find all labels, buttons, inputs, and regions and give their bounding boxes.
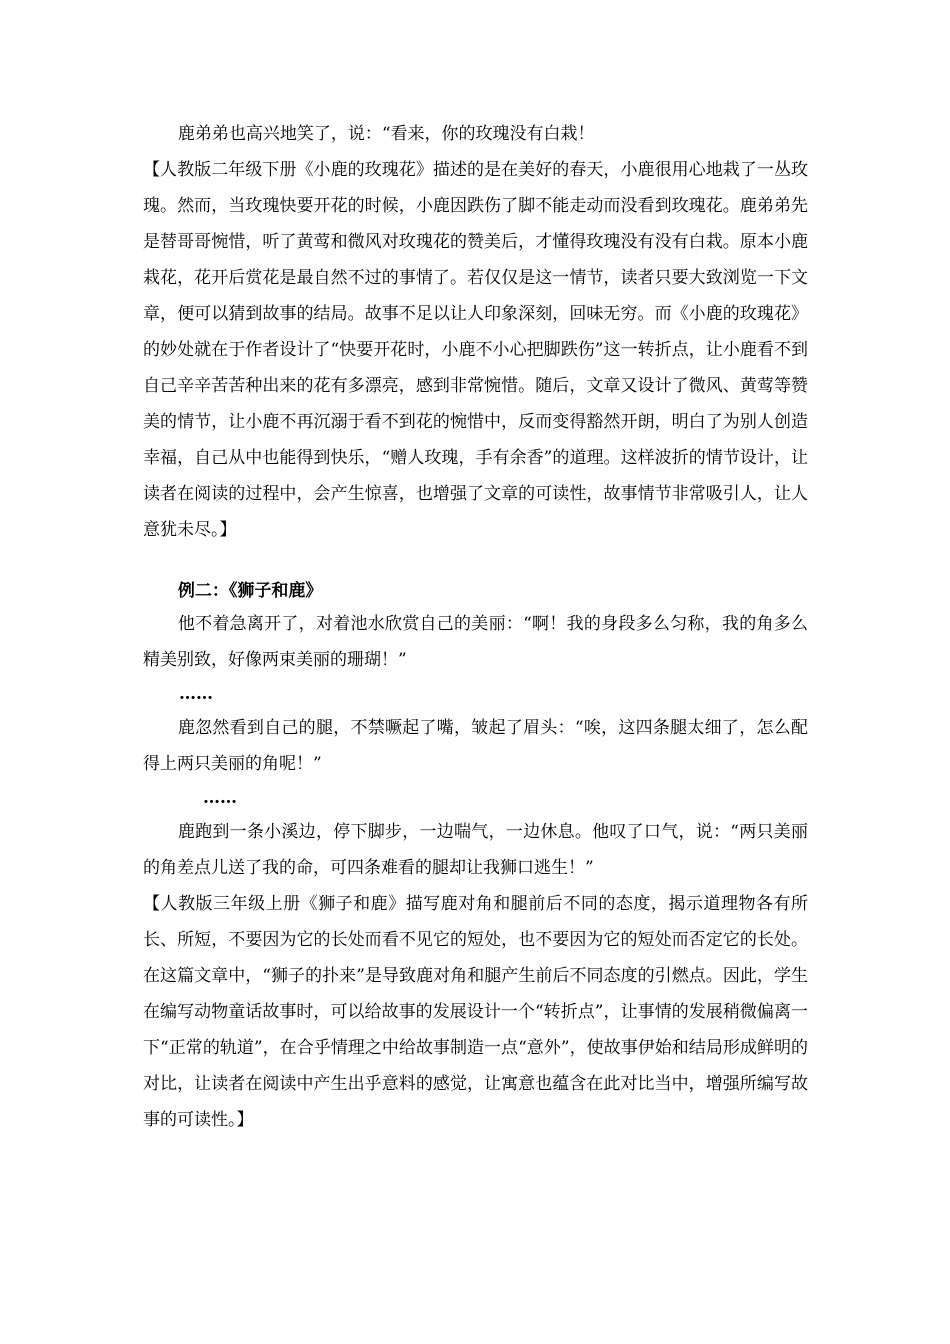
example2-paragraph-1: 他不着急离开了，对着池水欣赏自己的美丽：“啊！我的身段多么匀称，我的角多么精美别致，好像两束美丽的珊瑚！”	[143, 614, 808, 670]
example2-paragraph-2: 鹿忽然看到自己的腿，不禁噘起了嘴，皱起了眉头：“唉，这四条腿太细了，怎么配得上两只美丽的角呢！”	[143, 718, 808, 774]
example2-ellipsis-2: ……	[203, 788, 237, 808]
example2-commentary: 【人教版三年级上册《狮子和鹿》描写鹿对角和腿前后不同的态度，揭示道理物各有所长、所短，不要因为它的长处而看不见它的短处，也不要因为它的短处而否定它的长处。在这篇文章中，“狮子的扑来”是导致鹿对角和腿产生前后不同态度的引燃点。因此，学生在编写动物童话故事时，可以给故事的发展设计一个“转折点”，让事情的发展稍微偏离一下“正常的轨道”，在合乎情理之中给故事制造一点“意外”，使故事伊始和结局形成鲜明的对比，让读者在阅读中产生出乎意料的感觉，让寓意也蕴含在此对比当中，增强所编写故事的可读性。】	[143, 894, 808, 1130]
example2-paragraph-3: 鹿跑到一条小溪边，停下脚步，一边喘气，一边休息。他叹了口气，说：“两只美丽的角差点儿送了我的命，可四条难看的腿却让我狮口逃生！”	[143, 822, 808, 878]
example2-heading: 例二：《狮子和鹿》	[177, 581, 323, 601]
example1-quote: 鹿弟弟也高兴地笑了，说：“看来，你的玫瑰没有白栽！	[177, 124, 595, 144]
example1-commentary: 【人教版二年级下册《小鹿的玫瑰花》描述的是在美好的春天，小鹿很用心地栽了一丛玫瑰。然而，当玫瑰快要开花的时候，小鹿因跌伤了脚不能走动而没看到玫瑰花。鹿弟弟先是替哥哥惋惜，听了黄莺和微风对玫瑰花的赞美后，才懂得玫瑰没有没有白栽。原本小鹿栽花，花开后赏花是最自然不过的事情了。若仅仅是这一情节，读者只要大致浏览一下文章，便可以猜到故事的结局。故事不足以让人印象深刻，回味无穷。而《小鹿的玫瑰花》的妙处就在于作者设计了“快要开花时，小鹿不小心把脚跌伤”这一转折点，让小鹿看不到自己辛辛苦苦种出来的花有多漂亮，感到非常惋惜。随后，文章又设计了微风、黄莺等赞美的情节，让小鹿不再沉溺于看不到花的惋惜中，反而变得豁然开朗，明白了为别人创造幸福，自己从中也能得到快乐，“赠人玫瑰，手有余香”的道理。这样波折的情节设计，让读者在阅读的过程中，会产生惊喜，也增强了文章的可读性，故事情节非常吸引人，让人意犹未尽。】	[143, 160, 808, 540]
document-body	[143, 116, 808, 1138]
example2-ellipsis-1: ……	[179, 684, 213, 704]
